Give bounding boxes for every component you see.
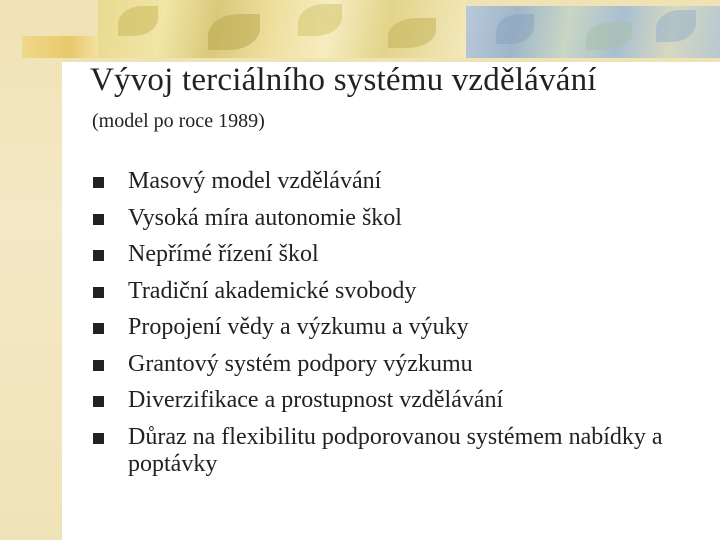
square-bullet-icon	[93, 287, 104, 298]
bullet-list	[92, 168, 692, 479]
bullet-item	[92, 241, 692, 269]
flower-shape	[496, 14, 534, 44]
square-bullet-icon	[93, 396, 104, 407]
bullet-text: Propojení vědy a výzkumu a výuky	[128, 314, 469, 340]
bullet-item	[92, 351, 692, 379]
decorative-strip-small	[22, 36, 102, 58]
slide-subtitle: (model po roce 1989)	[92, 110, 265, 132]
square-bullet-icon	[93, 177, 104, 188]
bullet-text: Diverzifikace a prostupnost vzdělávání	[128, 387, 504, 413]
bullet-item	[92, 168, 692, 196]
decorative-leaves-image	[98, 0, 466, 58]
leaf-shape	[298, 4, 342, 36]
bullet-item	[92, 278, 692, 306]
leaf-shape	[388, 18, 436, 48]
square-bullet-icon	[93, 323, 104, 334]
bullet-text: Vysoká míra autonomie škol	[128, 204, 402, 231]
square-bullet-icon	[93, 250, 104, 261]
leaf-shape	[208, 14, 260, 50]
bullet-item	[92, 387, 692, 415]
bullet-text: Nepřímé řízení škol	[128, 241, 319, 267]
bullet-item	[92, 424, 692, 479]
bullet-item	[92, 205, 692, 233]
bullet-item	[92, 314, 692, 342]
square-bullet-icon	[93, 214, 104, 225]
bullet-text: Tradiční akademické svobody	[128, 277, 417, 304]
leaf-shape	[118, 6, 158, 36]
decorative-flowers-image	[466, 6, 720, 58]
flower-shape	[656, 10, 696, 42]
bullet-text: Grantový systém podpory výzkumu	[128, 350, 473, 377]
square-bullet-icon	[93, 360, 104, 371]
flower-shape	[586, 22, 632, 50]
square-bullet-icon	[93, 433, 104, 444]
bullet-text: Důraz na flexibilitu podporovanou systémem nabídky a poptávky	[128, 423, 663, 477]
slide-title: Vývoj terciálního systému vzdělávání	[90, 62, 597, 98]
left-decorative-band	[0, 0, 62, 540]
bullet-text: Masový model vzdělávání	[128, 168, 382, 194]
